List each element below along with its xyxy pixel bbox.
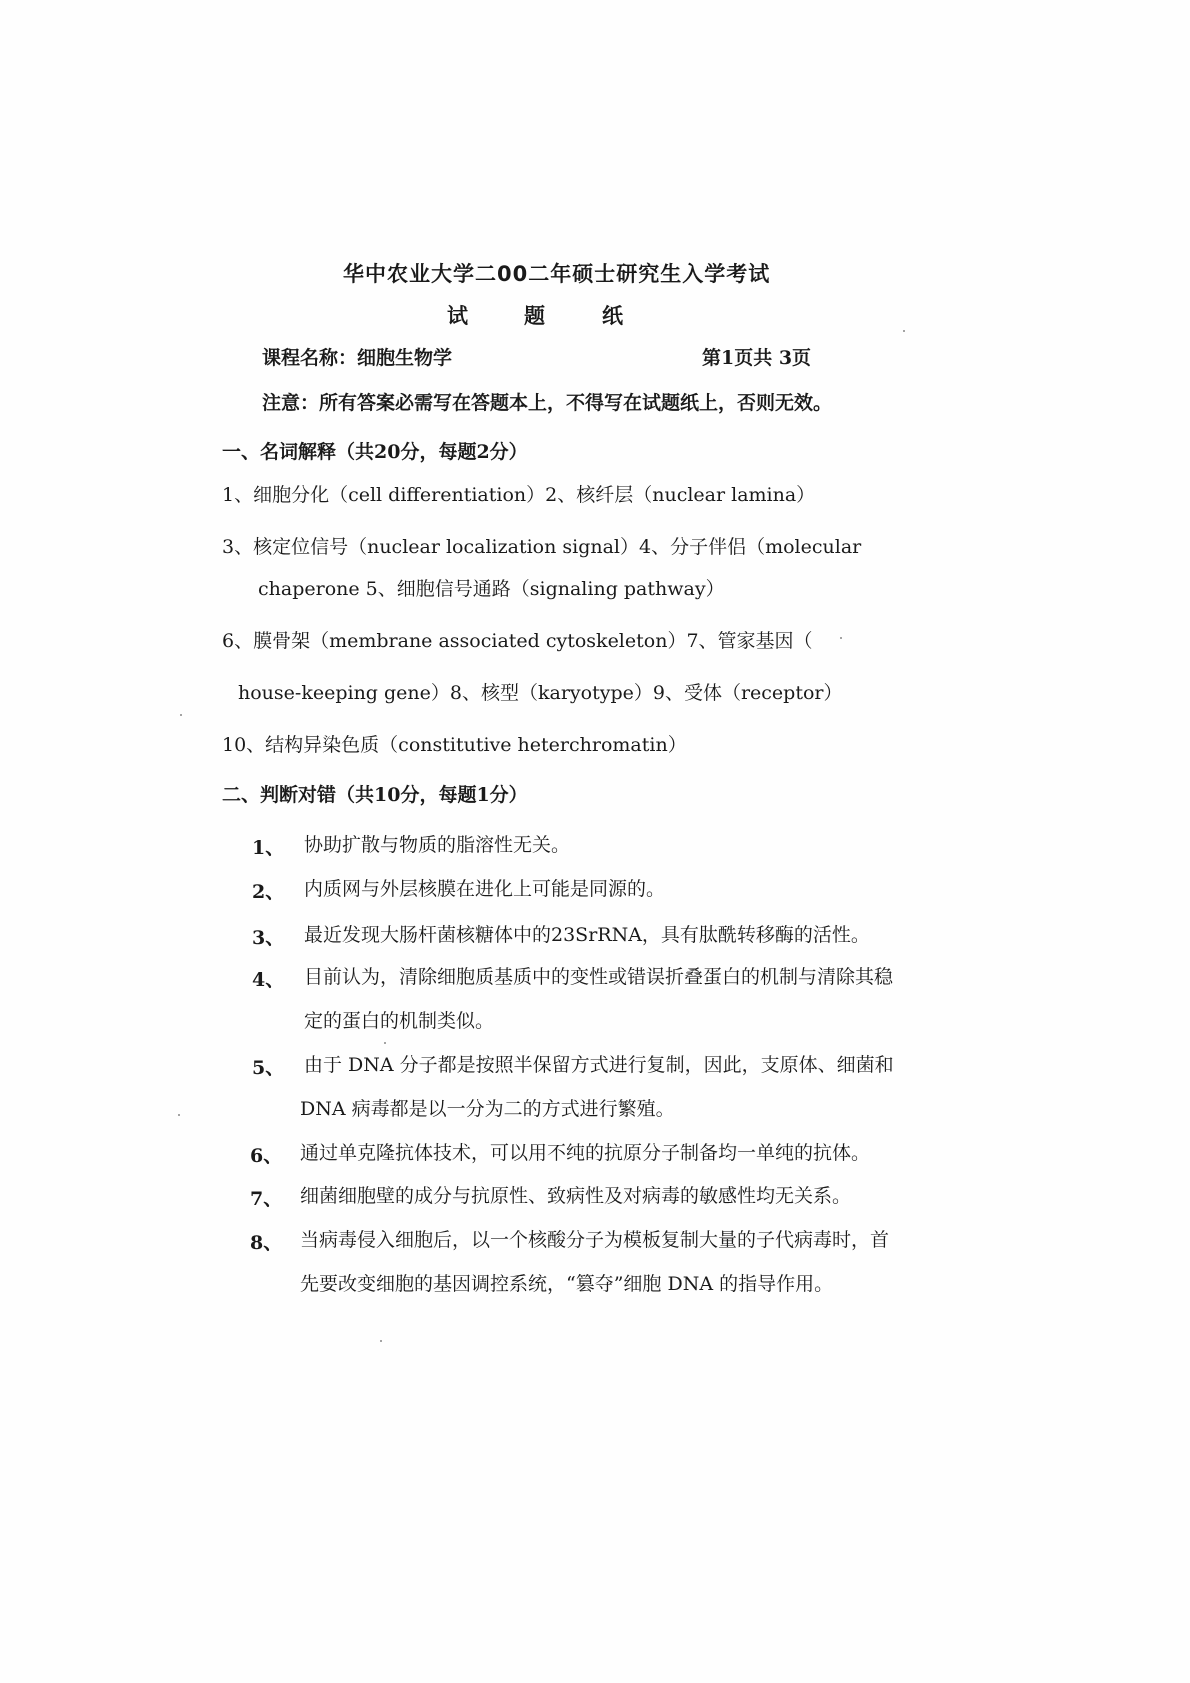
item-number: 1、 bbox=[252, 837, 285, 859]
item-text-continued: 先要改变细胞的基因调控系统，“篡夺”细胞 DNA 的指导作用。 bbox=[300, 1273, 834, 1295]
term-line-1: 1、细胞分化（cell differentiation）2、核纤层（nuclear lamina） bbox=[222, 484, 816, 506]
section1-heading: 一、名词解释（共20分，每题2分） bbox=[222, 441, 528, 463]
page-info: 第1页共 3页 bbox=[702, 347, 812, 369]
scan-speck bbox=[380, 1340, 382, 1342]
item-text: 细菌细胞壁的成分与抗原性、致病性及对病毒的敏感性均无关系。 bbox=[300, 1185, 852, 1207]
term-line-3: chaperone 5、细胞信号通路（signaling pathway） bbox=[258, 578, 725, 600]
scan-speck bbox=[384, 1042, 386, 1044]
item-number: 2、 bbox=[252, 881, 285, 903]
item-text: 通过单克隆抗体技术，可以用不纯的抗原分子制备均一单纯的抗体。 bbox=[300, 1142, 871, 1164]
item-number: 7、 bbox=[250, 1188, 283, 1210]
item-text-continued: DNA 病毒都是以一分为二的方式进行繁殖。 bbox=[300, 1098, 675, 1120]
item-number: 6、 bbox=[250, 1145, 283, 1167]
scan-speck bbox=[903, 330, 905, 332]
scan-speck bbox=[180, 714, 182, 716]
item-text: 协助扩散与物质的脂溶性无关。 bbox=[304, 834, 571, 856]
scan-speck bbox=[840, 637, 842, 639]
subtitle-char-3: 纸 bbox=[602, 304, 623, 328]
item-text: 内质网与外层核膜在进化上可能是同源的。 bbox=[304, 878, 666, 900]
term-line-5: house-keeping gene）8、核型（karyotype）9、受体（receptor） bbox=[238, 682, 843, 704]
exam-title: 华中农业大学二00二年硕士研究生入学考试 bbox=[343, 262, 771, 286]
course-name: 课程名称：细胞生物学 bbox=[262, 347, 453, 369]
item-number: 4、 bbox=[252, 969, 285, 991]
item-number: 5、 bbox=[252, 1057, 285, 1079]
item-text: 目前认为，清除细胞质基质中的变性或错误折叠蛋白的机制与清除其稳 bbox=[304, 966, 894, 988]
item-number: 3、 bbox=[252, 927, 285, 949]
subtitle-char-1: 试 bbox=[447, 304, 468, 328]
item-text: 最近发现大肠杆菌核糖体中的23SrRNA，具有肽酰转移酶的活性。 bbox=[304, 924, 870, 946]
item-text: 当病毒侵入细胞后，以一个核酸分子为模板复制大量的子代病毒时，首 bbox=[300, 1229, 890, 1251]
subtitle-char-2: 题 bbox=[524, 304, 545, 328]
item-text: 由于 DNA 分子都是按照半保留方式进行复制，因此，支原体、细菌和 bbox=[304, 1054, 894, 1076]
scan-speck bbox=[178, 1114, 180, 1116]
term-line-2: 3、核定位信号（nuclear localization signal）4、分子伴侣（molecular bbox=[222, 536, 862, 558]
notice: 注意：所有答案必需写在答题本上，不得写在试题纸上，否则无效。 bbox=[262, 392, 833, 414]
term-line-6: 10、结构异染色质（constitutive heterchromatin） bbox=[222, 734, 687, 756]
item-number: 8、 bbox=[250, 1232, 283, 1254]
term-line-4: 6、膜骨架（membrane associated cytoskeleton）7、管家基因（ bbox=[222, 630, 813, 652]
section2-heading: 二、判断对错（共10分，每题1分） bbox=[222, 784, 528, 806]
item-text-continued: 定的蛋白的机制类似。 bbox=[304, 1010, 495, 1032]
